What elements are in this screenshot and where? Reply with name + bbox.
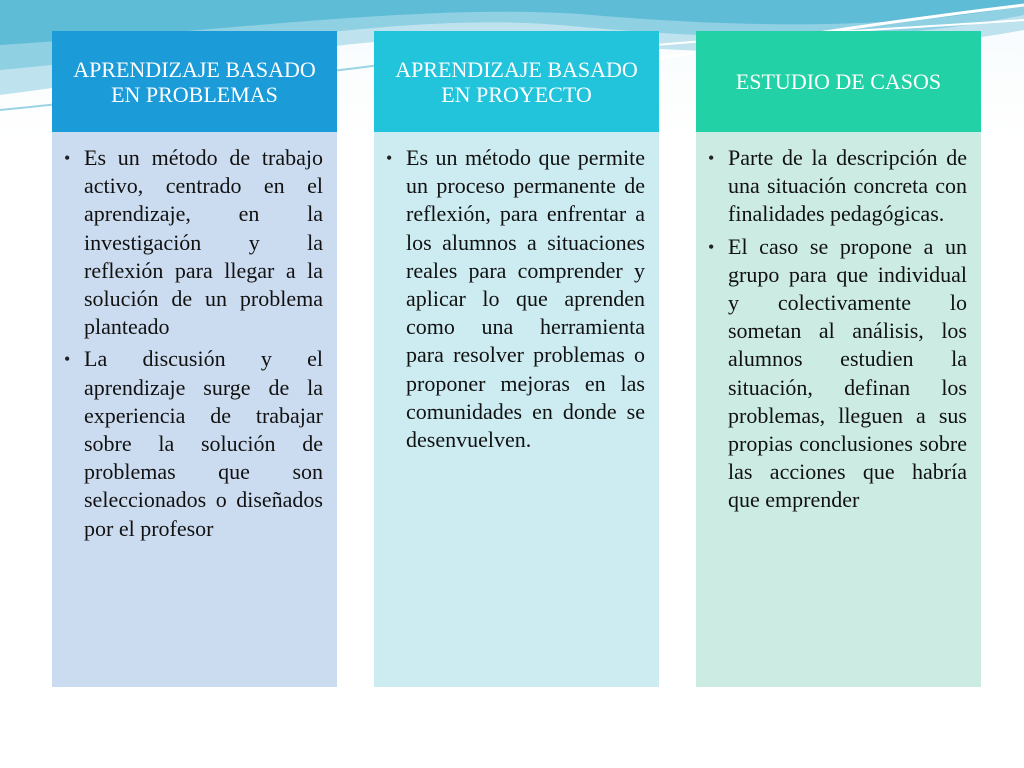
bullet-icon: • xyxy=(708,236,715,257)
bullet-text: El caso se propone a un grupo para que individual y colectivamente lo sometan al análisis, los alumnos estudien la situación, definan los problemas, lleguen a sus propias conclusiones sobre las acciones que habría que emprender xyxy=(728,233,967,513)
bullet-icon: • xyxy=(708,148,715,168)
bullet-text: Es un método de trabajo activo, centrado en el aprendizaje, en la investigación y la reflexión para llegar a la solución de un problema planteado xyxy=(84,145,323,340)
bullet-item xyxy=(706,233,967,515)
bullet-icon: • xyxy=(386,148,393,168)
bullet-item xyxy=(706,144,967,229)
column-casos xyxy=(696,31,981,687)
column-body-problemas xyxy=(52,132,337,687)
bullet-item xyxy=(62,345,323,542)
column-header-problemas: APRENDIZAJE BASADO EN PROBLEMAS xyxy=(52,31,337,132)
column-header-proyecto: APRENDIZAJE BASADO EN PROYECTO xyxy=(374,31,659,132)
bullet-text: Parte de la descripción de una situación concreta con finalidades pedagógicas. xyxy=(728,145,967,227)
column-body-casos xyxy=(696,132,981,687)
bullet-list xyxy=(62,144,323,543)
bullet-icon: • xyxy=(64,349,71,370)
bullet-list xyxy=(706,144,967,515)
bullet-item xyxy=(62,144,323,341)
bullet-icon: • xyxy=(64,148,71,168)
bullet-list xyxy=(384,144,645,454)
column-proyecto xyxy=(374,31,659,687)
column-header-casos: ESTUDIO DE CASOS xyxy=(696,31,981,132)
bullet-item xyxy=(384,144,645,454)
bullet-text: La discusión y el aprendizaje surge de la experiencia de trabajar sobre la solución de problemas que son seleccionados o diseñados por el profesor xyxy=(84,346,323,541)
bullet-text: Es un método que permite un proceso permanente de reflexión, para enfrentar a los alumnos a situaciones reales para comprender y aplicar lo que aprenden como una herramienta para resolver problemas o proponer mejoras en las comunidades en donde se desenvuelven. xyxy=(406,145,645,453)
column-body-proyecto xyxy=(374,132,659,687)
column-problemas xyxy=(52,31,337,687)
